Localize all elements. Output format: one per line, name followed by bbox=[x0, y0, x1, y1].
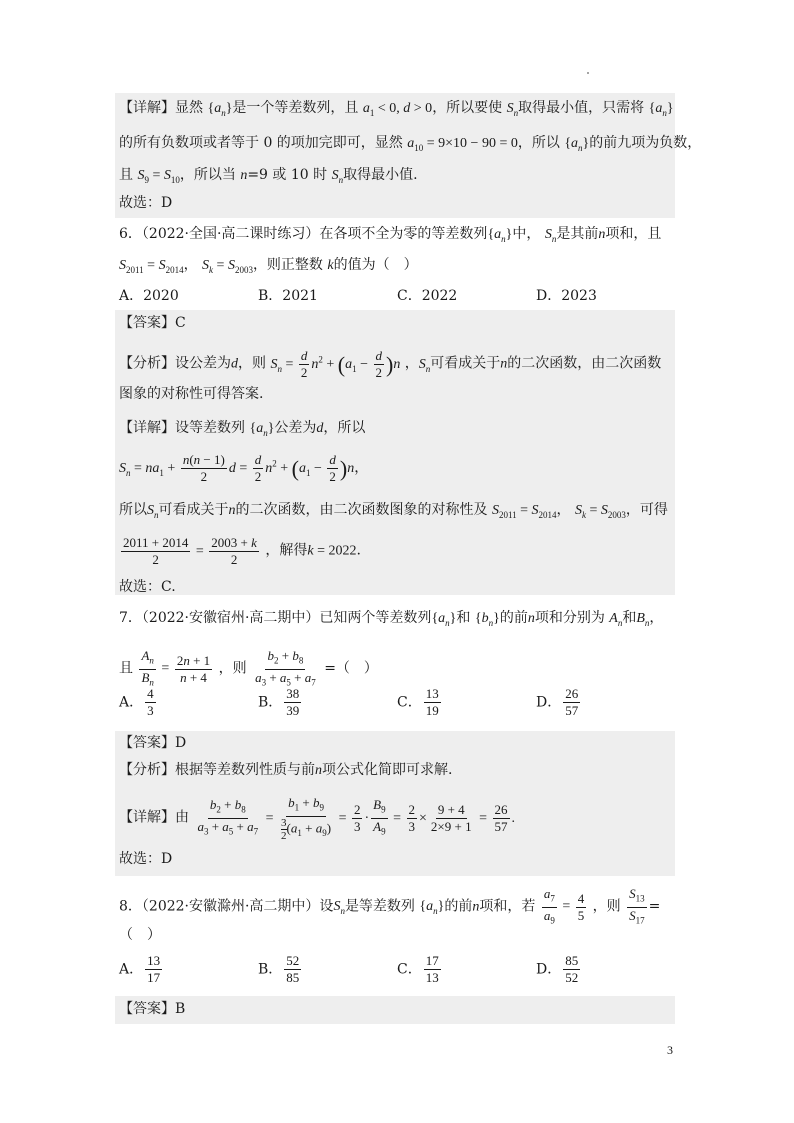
q7-answer: 【答案】D bbox=[119, 735, 187, 751]
q5-detail-line2: 的所有负数项或者等于 0 的项加完即可，显然 $a_{10} = 9\times 10 - 90 = 0$，所以 $\{a_n\}$的前九项为负数， bbox=[119, 135, 702, 153]
q7-stem-line2: 且 $\frac{A_n}{B_n}$ = $\frac{2n + 1}{n + 4}$ ，则 $\frac{b_2 + b_8}{a_3 + a_5 + a_7}$ =（ ） bbox=[119, 648, 378, 688]
q8-option-d: D． $\frac{85}{52}$ bbox=[536, 953, 579, 985]
q6-choice: 故选：C. bbox=[119, 579, 176, 595]
q7-option-a: A． $\frac{4}{3}$ bbox=[119, 686, 154, 718]
q6-stem-line1: 6．（2022·全国·高二课时练习）在各项不全为零的等差数列$\{a_n\}$中， $S_n$是其前n项和，且 bbox=[119, 226, 662, 244]
q6-detail-line1: 【详解】设等差数列 $\{a_n\}$公差为d，所以 bbox=[119, 420, 366, 438]
q6-option-b: B．2021 bbox=[258, 288, 318, 304]
stray-dot bbox=[587, 72, 589, 74]
q8-option-b: B． $\frac{52}{85}$ bbox=[258, 953, 300, 985]
q8-option-a: A． $\frac{13}{17}$ bbox=[119, 953, 161, 985]
q8-answer: 【答案】B bbox=[119, 1001, 186, 1017]
q6-formula-sn: $S_n = na_1$ + $\frac{n(n - 1)}{2}$ d = $\frac{d}{2}$ $n^2 + (a_1$ − $\frac{d}{2}$ )n， bbox=[119, 452, 369, 484]
page-number: 3 bbox=[667, 1043, 673, 1057]
q7-choice: 故选：D bbox=[119, 851, 173, 867]
q7-option-b: B． $\frac{38}{39}$ bbox=[258, 686, 300, 718]
answer-band-q8 bbox=[115, 996, 675, 1024]
q6-option-a: A．2020 bbox=[119, 288, 179, 304]
q6-detail-line4: $\frac{2011 + 2014}{2}$ = $\frac{2003 + k}{2}$ ，解得k = 2022. bbox=[123, 535, 361, 567]
q8-paren: （ ） bbox=[119, 927, 161, 943]
q7-analysis: 【分析】根据等差数列性质与前n项公式化简即可求解. bbox=[119, 762, 453, 778]
q6-answer: 【答案】C bbox=[119, 315, 186, 331]
q6-detail-line3: 所以$S_n$可看成关于n的二次函数，由二次函数图象的对称性及 $S_{2011} = S_{2014}$， $S_k = S_{2003}$，可得 bbox=[119, 502, 668, 520]
q7-stem-line1: 7．（2022·安徽宿州·高二期中）已知两个等差数列$\{a_n\}$和 $\{b_n\}$的前n项和分别为 $A_n$和$B_n$， bbox=[119, 610, 664, 628]
q8-option-c: C． $\frac{17}{13}$ bbox=[397, 953, 439, 985]
q6-analysis-line1: 【分析】设公差为d，则 $S_n$ = $\frac{d}{2}$ $n^2 + (a_1$ − $\frac{d}{2}$ )n ，$S_n$可看成关于n的二次函数，由二次函数 bbox=[119, 348, 662, 380]
q6-option-c: C．2022 bbox=[397, 288, 458, 304]
q7-detail: 【详解】由 $\frac{b_2 + b_8}{a_3 + a_5 + a_7}$ = $b_1 + b_9$ $\frac{3}{2}$ $(a_1 + a_9)$ = $\frac{2}{3}$ · $\frac{B_9}{A_9}$ = $\frac{2}{3}$ × $\frac{9 + 4}{2\times 9 + 1}$ = $\frac{26}{57}$ . bbox=[119, 795, 515, 842]
q6-option-d: D．2023 bbox=[536, 288, 597, 304]
q5-detail-line1: 【详解】显然 $\{a_n\}$是一个等差数列，且 $a_1 < 0$, d > 0，所以要使 $S_n$取得最小值，只需将 $\{a_n\}$ bbox=[119, 100, 674, 118]
q7-option-c: C． $\frac{13}{19}$ bbox=[397, 686, 439, 718]
q6-analysis-line2: 图象的对称性可得答案. bbox=[119, 386, 264, 402]
q5-detail-line3: 且 $S_9 = S_{10}$，所以当 n=9 或 10 时 $S_n$取得最小值. bbox=[119, 167, 418, 185]
q8-stem-line1: 8．（2022·安徽滁州·高二期中）设$S_n$是等差数列 $\{a_n\}$的前n项和，若 $\frac{a_7}{a_9}$ = $\frac{4}{5}$ ，则 $\frac{S_{13}}{S_{17}}$ = bbox=[119, 886, 661, 926]
q7-option-d: D． $\frac{26}{57}$ bbox=[536, 686, 579, 718]
q5-choice: 故选：D bbox=[119, 195, 173, 211]
q6-stem-line2: $S_{2011} = S_{2014}$， $S_k = S_{2003}$，则正整数 k的值为（ ） bbox=[119, 257, 418, 275]
